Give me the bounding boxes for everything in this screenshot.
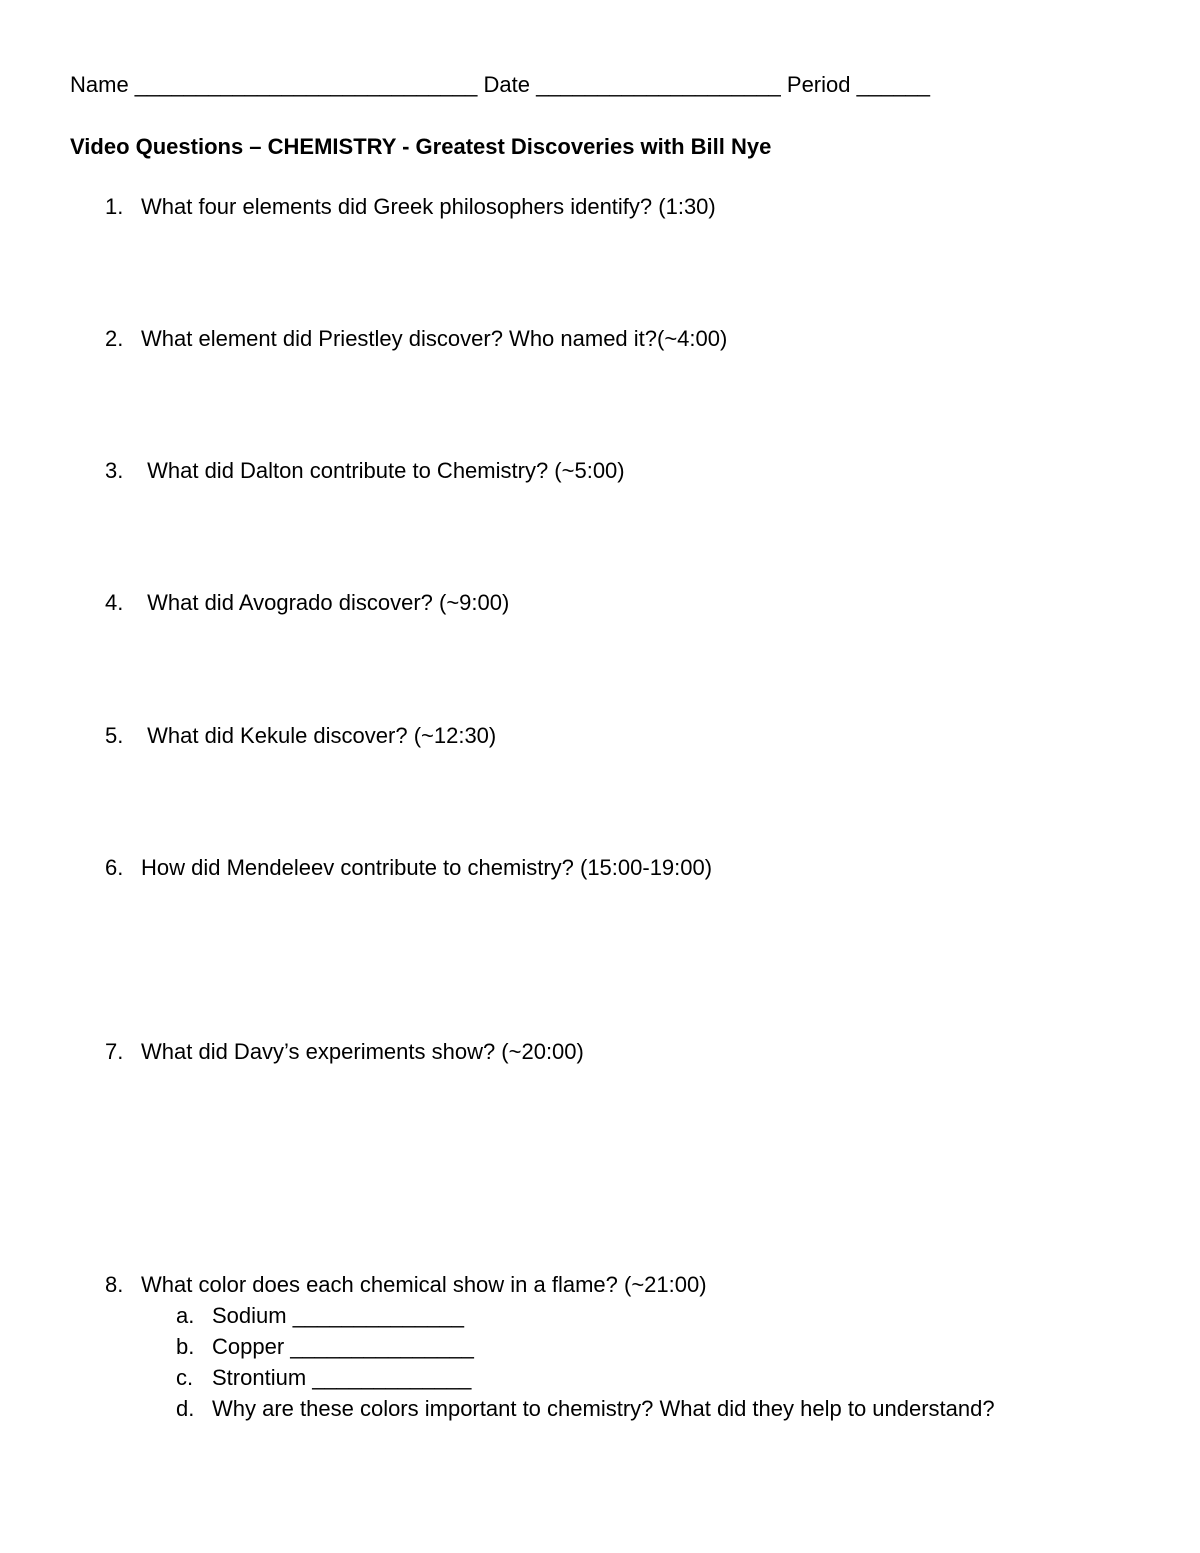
subitem-letter: d. [176,1396,195,1421]
question-number: 7. [105,1039,124,1064]
question-text: What did Kekule discover? (~12:30) [141,723,497,748]
question-text: What element did Priestley discover? Who named it?(~4:00) [141,326,728,351]
subitem-letter: c. [176,1365,194,1390]
question-number: 8. [105,1272,124,1297]
question-text: What four elements did Greek philosophers identify? (1:30) [141,194,716,219]
question-number: 6. [105,855,124,880]
question-number: 3. [105,458,124,483]
question-number: 1. [105,194,124,219]
question-text: What did Avogrado discover? (~9:00) [141,590,510,615]
subitem-letter: a. [176,1303,195,1328]
question-text: How did Mendeleev contribute to chemistry? (15:00-19:00) [141,855,713,880]
subitem-letter: b. [176,1334,195,1359]
page-title: Video Questions – CHEMISTRY - Greatest Discoveries with Bill Nye [70,134,772,159]
question-number: 5. [105,723,124,748]
subitem-text: Sodium ______________ [212,1303,465,1328]
subitem-text: Copper _______________ [212,1334,474,1359]
question-text: What color does each chemical show in a flame? (~21:00) [141,1272,707,1297]
subitem-text: Why are these colors important to chemistry? What did they help to understand? [212,1396,995,1421]
question-text: What did Davy’s experiments show? (~20:00) [141,1039,584,1064]
question-text: What did Dalton contribute to Chemistry? (~5:00) [141,458,625,483]
subitem-text: Strontium _____________ [212,1365,472,1390]
question-number: 2. [105,326,124,351]
question-number: 4. [105,590,124,615]
name-date-period-line: Name ____________________________ Date ____________________ Period ______ [70,72,931,97]
